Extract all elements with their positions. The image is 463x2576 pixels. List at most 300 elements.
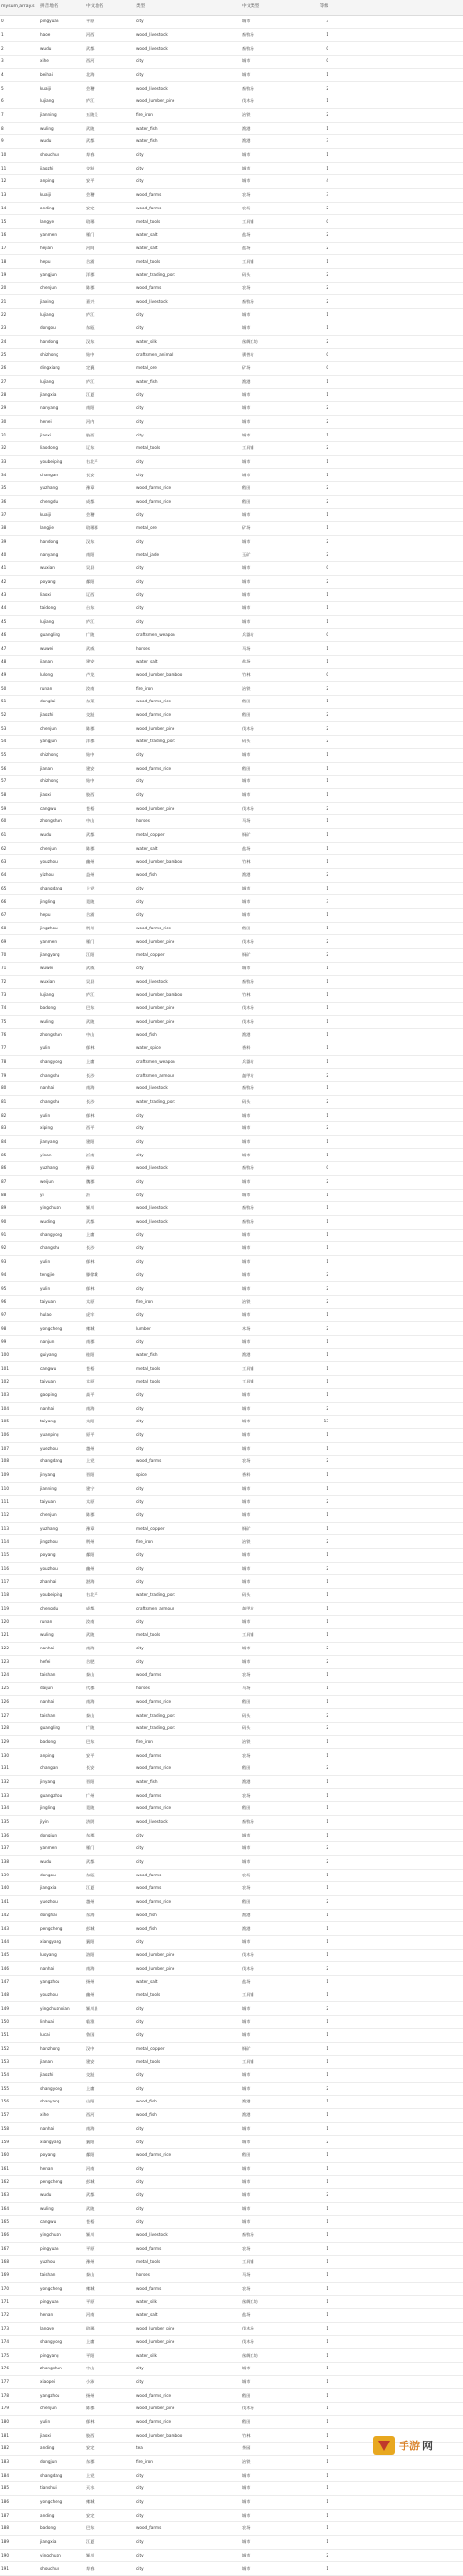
cell-col-chinese-type: 城市 bbox=[242, 472, 251, 477]
table-row bbox=[0, 1749, 463, 1762]
cell-col-type: city bbox=[136, 458, 144, 464]
cell-col-pinyin: pengcheng bbox=[40, 2178, 63, 2184]
cell-col-chinese-type: 畜牧场 bbox=[242, 1085, 254, 1091]
cell-col-level: 4 bbox=[326, 178, 328, 184]
cell-col-index: 97 bbox=[1, 1311, 7, 1317]
cell-col-level: 1 bbox=[326, 1192, 328, 1197]
cell-col-chinese-type: 城市 bbox=[242, 178, 251, 184]
cell-col-type: fire_iron bbox=[136, 1738, 153, 1744]
cell-col-pinyin: shangyong bbox=[40, 1231, 63, 1237]
cell-col-chinese-type: 城市 bbox=[242, 1392, 251, 1398]
cell-col-level: 1 bbox=[326, 1525, 328, 1531]
cell-col-type: city bbox=[136, 1138, 144, 1144]
cell-col-chinese-name: 东瓯 bbox=[86, 1872, 95, 1877]
cell-col-index: 80 bbox=[1, 1085, 7, 1091]
cell-col-chinese-type: 竹林 bbox=[242, 671, 251, 677]
cell-col-chinese-type: 城市 bbox=[242, 1112, 251, 1118]
cell-col-type: wood_farms bbox=[136, 2286, 162, 2292]
cell-col-pinyin: wuling bbox=[40, 125, 54, 131]
cell-col-type: fire_iron bbox=[136, 685, 153, 691]
cell-col-level: 1 bbox=[326, 2338, 328, 2344]
table-row bbox=[0, 749, 463, 763]
table-row bbox=[0, 1336, 463, 1349]
cell-col-chinese-name: 彭城 bbox=[86, 1925, 95, 1931]
cell-col-level: 1 bbox=[326, 1819, 328, 1825]
header-col-pinyin: 拼音地名 bbox=[40, 4, 58, 10]
cell-col-level: 1 bbox=[326, 2512, 328, 2518]
cell-col-index: 43 bbox=[1, 591, 7, 597]
table-row bbox=[0, 95, 463, 109]
cell-col-index: 179 bbox=[1, 2406, 9, 2411]
table-row bbox=[0, 2056, 463, 2069]
cell-col-pinyin: dingxiang bbox=[40, 365, 60, 371]
cell-col-chinese-name: 胶西 bbox=[86, 2432, 95, 2438]
table-row bbox=[0, 1723, 463, 1736]
cell-col-type: city bbox=[136, 1125, 144, 1131]
cell-col-chinese-name: 东海 bbox=[86, 1912, 95, 1917]
cell-col-level: 2 bbox=[326, 1325, 328, 1331]
cell-col-level: 1 bbox=[326, 2045, 328, 2051]
cell-col-chinese-name: 泰山 bbox=[86, 1672, 95, 1678]
cell-col-level: 1 bbox=[326, 31, 328, 37]
cell-col-type: city bbox=[136, 619, 144, 625]
cell-col-index: 45 bbox=[1, 619, 7, 625]
cell-col-level: 2 bbox=[326, 1538, 328, 1544]
cell-col-level: 2 bbox=[326, 551, 328, 557]
cell-col-index: 12 bbox=[1, 178, 7, 184]
cell-col-pinyin: nanhai bbox=[40, 1698, 55, 1704]
cell-col-type: city bbox=[136, 2565, 144, 2571]
cell-col-chinese-name: 小沛 bbox=[86, 2378, 95, 2384]
table-row bbox=[0, 1456, 463, 1469]
cell-col-chinese-name: 湛海 bbox=[86, 1578, 95, 1584]
cell-col-index: 187 bbox=[1, 2512, 9, 2518]
cell-col-index: 190 bbox=[1, 2552, 9, 2557]
cell-col-index: 73 bbox=[1, 992, 7, 998]
cell-col-chinese-type: 工具铺 bbox=[242, 1991, 254, 1997]
cell-col-level: 1 bbox=[326, 378, 328, 384]
cell-col-index: 55 bbox=[1, 752, 7, 758]
cell-col-pinyin: jiaozhi bbox=[40, 2072, 54, 2078]
cell-col-chinese-name: 建安 bbox=[86, 659, 95, 664]
table-row bbox=[0, 1056, 463, 1070]
cell-col-pinyin: yangjun bbox=[40, 272, 57, 278]
cell-col-pinyin: yulin bbox=[40, 1285, 51, 1291]
cell-col-chinese-name: 上党 bbox=[86, 2472, 95, 2478]
cell-col-level: 1 bbox=[326, 165, 328, 170]
cell-col-chinese-name: 安平 bbox=[86, 178, 95, 184]
cell-col-chinese-type: 稻田 bbox=[242, 2418, 251, 2424]
cell-col-index: 185 bbox=[1, 2485, 9, 2491]
cell-col-chinese-name: 胶西 bbox=[86, 792, 95, 798]
cell-col-chinese-name: 南阳 bbox=[86, 551, 95, 557]
cell-col-index: 163 bbox=[1, 2192, 9, 2198]
cell-col-pinyin: wuling bbox=[40, 1018, 54, 1024]
cell-col-type: city bbox=[136, 898, 144, 904]
cell-col-chinese-name: 沂南 bbox=[86, 1152, 95, 1157]
cell-col-level: 1 bbox=[326, 2019, 328, 2025]
cell-col-chinese-type: 城市 bbox=[242, 2032, 251, 2038]
cell-col-type: metal_copper bbox=[136, 2045, 165, 2051]
table-row bbox=[0, 429, 463, 442]
cell-col-type: wood_livestock bbox=[136, 1205, 168, 1211]
table-row bbox=[0, 1162, 463, 1176]
header-col-type: 类型 bbox=[136, 4, 146, 10]
cell-col-pinyin: shangdang bbox=[40, 2472, 63, 2478]
cell-col-type: wood_farms_rice bbox=[136, 485, 172, 491]
cell-col-level: 1 bbox=[326, 619, 328, 625]
cell-col-type: wood_farms bbox=[136, 2525, 162, 2531]
cell-col-pinyin: shanyang bbox=[40, 2099, 60, 2104]
cell-col-pinyin: guangzhou bbox=[40, 1792, 63, 1798]
cell-col-pinyin: taiyuan bbox=[40, 1299, 56, 1305]
table-row bbox=[0, 1976, 463, 1989]
cell-col-type: city bbox=[136, 1392, 144, 1398]
cell-col-chinese-type: 城市 bbox=[242, 1311, 251, 1317]
cell-col-index: 23 bbox=[1, 325, 7, 331]
cell-col-pinyin: nanhai bbox=[40, 1405, 55, 1411]
cell-col-pinyin: youzhou bbox=[40, 858, 58, 864]
cell-col-level: 1 bbox=[326, 1365, 328, 1371]
cell-col-level: 1 bbox=[326, 1245, 328, 1251]
cell-col-chinese-type: 铜矿 bbox=[242, 952, 251, 958]
cell-col-index: 62 bbox=[1, 845, 7, 851]
cell-col-index: 91 bbox=[1, 1231, 7, 1237]
cell-col-index: 137 bbox=[1, 1845, 9, 1851]
table-row bbox=[0, 1882, 463, 1896]
table-row bbox=[0, 2136, 463, 2149]
cell-col-chinese-type: 城市 bbox=[242, 565, 251, 571]
cell-col-pinyin: jianyang bbox=[40, 1138, 58, 1144]
cell-col-index: 14 bbox=[1, 205, 7, 210]
table-row bbox=[0, 1696, 463, 1710]
cell-col-level: 1 bbox=[326, 832, 328, 838]
table-row bbox=[0, 522, 463, 536]
cell-col-type: wood_farms_rice bbox=[136, 699, 172, 704]
cell-col-level: 2 bbox=[326, 1072, 328, 1078]
cell-col-index: 126 bbox=[1, 1698, 9, 1704]
cell-col-type: city bbox=[136, 152, 144, 158]
table-row bbox=[0, 1403, 463, 1417]
cell-col-level: 2 bbox=[326, 711, 328, 717]
cell-col-level: 1 bbox=[326, 2499, 328, 2505]
cell-col-chinese-type: 城市 bbox=[242, 912, 251, 918]
cell-col-chinese-type: 稻田 bbox=[242, 925, 251, 930]
cell-col-type: city bbox=[136, 392, 144, 398]
cell-col-pinyin: taiyuan bbox=[40, 1498, 56, 1504]
table-row bbox=[0, 2083, 463, 2097]
cell-col-index: 146 bbox=[1, 1965, 9, 1971]
cell-col-level: 0 bbox=[326, 58, 328, 64]
cell-col-chinese-name: 胶西 bbox=[86, 432, 95, 437]
cell-col-type: wood_lumber_pine bbox=[136, 1965, 175, 1971]
cell-col-chinese-type: 城市 bbox=[242, 792, 251, 798]
cell-col-index: 123 bbox=[1, 1658, 9, 1664]
cell-col-pinyin: shizhong bbox=[40, 752, 58, 758]
table-row bbox=[0, 696, 463, 709]
cell-col-level: 2 bbox=[326, 952, 328, 958]
cell-col-level: 1 bbox=[326, 1672, 328, 1678]
cell-col-type: city bbox=[136, 312, 144, 318]
cell-col-chinese-type: 城市 bbox=[242, 1432, 251, 1438]
cell-col-pinyin: badong bbox=[40, 1005, 56, 1011]
cell-col-chinese-type: 畜牧场 bbox=[242, 978, 254, 984]
cell-col-chinese-name: 琅琊郡 bbox=[86, 525, 98, 531]
cell-col-chinese-name: 荆州 bbox=[86, 925, 95, 930]
cell-col-type: city bbox=[136, 2378, 144, 2384]
cell-col-level: 2 bbox=[326, 298, 328, 304]
cell-col-pinyin: runan bbox=[40, 1618, 53, 1624]
cell-col-index: 85 bbox=[1, 1152, 7, 1157]
table-row bbox=[0, 682, 463, 696]
cell-col-type: city bbox=[136, 1578, 144, 1584]
table-row bbox=[0, 1136, 463, 1150]
cell-col-index: 86 bbox=[1, 1165, 7, 1171]
cell-col-level: 0 bbox=[326, 218, 328, 224]
cell-col-pinyin: jiangxia bbox=[40, 392, 57, 398]
cell-col-index: 9 bbox=[1, 138, 4, 144]
cell-col-type: city bbox=[136, 165, 144, 170]
cell-col-chinese-name: 豫章 bbox=[86, 1165, 95, 1171]
cell-col-type: city bbox=[136, 778, 144, 784]
cell-col-index: 34 bbox=[1, 472, 7, 477]
cell-col-chinese-name: 幽州 bbox=[86, 1991, 95, 1997]
cell-col-chinese-name: 武都 bbox=[86, 45, 95, 51]
table-row bbox=[0, 989, 463, 1003]
cell-col-type: wood_farms_rice bbox=[136, 765, 172, 771]
cell-col-pinyin: yulin bbox=[40, 1259, 51, 1265]
cell-col-type: wood_farms_rice bbox=[136, 2152, 172, 2158]
cell-col-chinese-type: 伐木场 bbox=[242, 725, 254, 731]
cell-col-level: 1 bbox=[326, 1686, 328, 1691]
cell-col-pinyin: jiaoxi bbox=[40, 2432, 51, 2438]
cell-col-index: 110 bbox=[1, 1485, 9, 1491]
cell-col-chinese-type: 工具铺 bbox=[242, 1632, 254, 1638]
cell-col-type: wood_fish bbox=[136, 1925, 157, 1931]
cell-col-chinese-name: 上庸 bbox=[86, 2085, 95, 2091]
cell-col-index: 174 bbox=[1, 2338, 9, 2344]
table-row bbox=[0, 1309, 463, 1323]
cell-col-pinyin: taiyang bbox=[40, 1419, 56, 1424]
cell-col-index: 70 bbox=[1, 952, 7, 958]
cell-col-pinyin: langye bbox=[40, 2326, 55, 2331]
cell-col-index: 161 bbox=[1, 2165, 9, 2171]
table-row bbox=[0, 295, 463, 309]
cell-col-pinyin: handong bbox=[40, 338, 58, 344]
cell-col-level: 1 bbox=[326, 2218, 328, 2224]
cell-col-type: wood_farms_rice bbox=[136, 925, 172, 930]
table-row bbox=[0, 1575, 463, 1589]
cell-col-chinese-type: 城市 bbox=[242, 1245, 251, 1251]
table-row bbox=[0, 1202, 463, 1216]
cell-col-chinese-type: 铜矿 bbox=[242, 1525, 251, 1531]
cell-col-index: 8 bbox=[1, 125, 4, 131]
table-row bbox=[0, 883, 463, 896]
cell-col-pinyin: handong bbox=[40, 539, 58, 545]
cell-col-chinese-type: 丝绸工坊 bbox=[242, 2352, 258, 2358]
header-col-index: mysum_array.s bbox=[1, 4, 35, 10]
cell-col-index: 117 bbox=[1, 1578, 9, 1584]
table-row bbox=[0, 509, 463, 522]
table-row bbox=[0, 1830, 463, 1843]
cell-col-type: water_salt bbox=[136, 659, 158, 664]
cell-col-chinese-name: 西河 bbox=[86, 2112, 95, 2118]
cell-col-pinyin: jiaxing bbox=[40, 298, 54, 304]
cell-col-chinese-type: 城市 bbox=[242, 1259, 251, 1265]
cell-col-pinyin: yangzhou bbox=[40, 2392, 60, 2398]
cell-col-chinese-type: 码头 bbox=[242, 1098, 251, 1104]
cell-col-index: 69 bbox=[1, 938, 7, 944]
cell-col-chinese-name: 竟陵 bbox=[86, 898, 95, 904]
cell-col-index: 128 bbox=[1, 1725, 9, 1731]
cell-col-level: 2 bbox=[326, 1098, 328, 1104]
cell-col-chinese-type: 城市 bbox=[242, 2552, 251, 2557]
cell-col-chinese-type: 冶铁 bbox=[242, 685, 251, 691]
cell-col-chinese-name: 合浦 bbox=[86, 912, 95, 918]
cell-col-chinese-type: 农场 bbox=[242, 1672, 251, 1678]
cell-col-type: spice bbox=[136, 1472, 147, 1478]
cell-col-pinyin: dongou bbox=[40, 1872, 56, 1877]
table-row bbox=[0, 2256, 463, 2270]
cell-col-index: 115 bbox=[1, 1552, 9, 1558]
cell-col-pinyin: jianning bbox=[40, 112, 57, 118]
cell-col-chinese-type: 工具铺 bbox=[242, 2258, 254, 2264]
cell-col-index: 20 bbox=[1, 284, 7, 290]
cell-col-chinese-type: 城市 bbox=[242, 165, 251, 170]
cell-col-chinese-type: 城市 bbox=[242, 1419, 251, 1424]
cell-col-chinese-name: 右北平 bbox=[86, 1592, 98, 1598]
table-row bbox=[0, 243, 463, 256]
cell-col-pinyin: wudu bbox=[40, 832, 52, 838]
cell-col-type: city bbox=[136, 1445, 144, 1451]
cell-col-chinese-type: 渔港 bbox=[242, 1925, 251, 1931]
cell-col-pinyin: jiangxia bbox=[40, 2539, 57, 2545]
cell-col-chinese-type: 农场 bbox=[242, 1885, 251, 1891]
cell-col-chinese-name: 陈郡 bbox=[86, 725, 95, 731]
cell-col-chinese-type: 稻田 bbox=[242, 699, 251, 704]
table-row bbox=[0, 2336, 463, 2350]
cell-col-level: 1 bbox=[326, 2312, 328, 2318]
cell-col-type: city bbox=[136, 1259, 144, 1265]
cell-col-pinyin: pingyang bbox=[40, 2352, 59, 2358]
cell-col-index: 77 bbox=[1, 1045, 7, 1051]
table-row bbox=[0, 963, 463, 976]
cell-col-chinese-type: 城市 bbox=[242, 1445, 251, 1451]
cell-col-index: 129 bbox=[1, 1738, 9, 1744]
cell-col-level: 0 bbox=[326, 1165, 328, 1171]
cell-col-level: 1 bbox=[326, 125, 328, 131]
cell-col-index: 21 bbox=[1, 298, 7, 304]
cell-col-chinese-name: 洛阳 bbox=[86, 1951, 95, 1957]
cell-col-level: 2 bbox=[326, 405, 328, 411]
table-row bbox=[0, 1509, 463, 1523]
cell-col-level: 2 bbox=[326, 232, 328, 238]
cell-col-chinese-name: 南海 bbox=[86, 1646, 95, 1651]
cell-col-pinyin: poyang bbox=[40, 579, 56, 585]
cell-col-level: 2 bbox=[326, 1271, 328, 1277]
cell-col-chinese-type: 盐场 bbox=[242, 845, 251, 851]
cell-col-pinyin: badong bbox=[40, 1738, 56, 1744]
cell-col-index: 141 bbox=[1, 1899, 9, 1905]
cell-col-chinese-name: 平原 bbox=[86, 19, 95, 24]
cell-col-chinese-name: 武陵 bbox=[86, 2205, 95, 2211]
cell-col-type: city bbox=[136, 2218, 144, 2224]
cell-col-index: 155 bbox=[1, 2085, 9, 2091]
cell-col-level: 1 bbox=[326, 1832, 328, 1837]
cell-col-level: 1 bbox=[326, 1392, 328, 1398]
cell-col-type: water_silk bbox=[136, 338, 157, 344]
cell-col-level: 1 bbox=[326, 818, 328, 824]
cell-col-index: 140 bbox=[1, 1885, 9, 1891]
cell-col-index: 19 bbox=[1, 272, 7, 278]
cell-col-type: city bbox=[136, 1339, 144, 1345]
cell-col-index: 188 bbox=[1, 2525, 9, 2531]
cell-col-index: 16 bbox=[1, 232, 7, 238]
cell-col-level: 1 bbox=[326, 1951, 328, 1957]
cell-col-level: 1 bbox=[326, 1698, 328, 1704]
cell-col-pinyin: taishan bbox=[40, 2272, 56, 2278]
table-row bbox=[0, 482, 463, 496]
table-row bbox=[0, 1122, 463, 1136]
cell-col-pinyin: youbeiping bbox=[40, 458, 63, 464]
table-row bbox=[0, 1709, 463, 1723]
table-row bbox=[0, 1535, 463, 1549]
cell-col-chinese-name: 山阳 bbox=[86, 2099, 95, 2104]
cell-col-chinese-name: 幽州 bbox=[86, 1565, 95, 1571]
cell-col-chinese-name: 寿春 bbox=[86, 2565, 95, 2571]
cell-col-chinese-name: 巴东 bbox=[86, 2525, 95, 2531]
cell-col-chinese-type: 城市 bbox=[242, 2019, 251, 2025]
cell-col-type: wood_farms bbox=[136, 1792, 162, 1798]
cell-col-chinese-name: 虎牢 bbox=[86, 1311, 95, 1317]
cell-col-pinyin: donglai bbox=[40, 699, 56, 704]
cell-col-index: 138 bbox=[1, 1859, 9, 1865]
cell-col-chinese-type: 畜牧场 bbox=[242, 31, 254, 37]
cell-col-pinyin: yingchuanxian bbox=[40, 2005, 70, 2011]
cell-col-pinyin: liaoxi bbox=[40, 591, 51, 597]
cell-col-type: metal_tools bbox=[136, 1379, 161, 1384]
cell-col-type: city bbox=[136, 58, 144, 64]
cell-col-level: 2 bbox=[326, 2552, 328, 2557]
cell-col-index: 121 bbox=[1, 1632, 9, 1638]
table-row bbox=[0, 456, 463, 470]
cell-col-index: 108 bbox=[1, 1458, 9, 1464]
table-row bbox=[0, 829, 463, 843]
cell-col-index: 162 bbox=[1, 2178, 9, 2184]
cell-col-level: 1 bbox=[326, 1351, 328, 1357]
cell-col-chinese-type: 城市 bbox=[242, 2139, 251, 2144]
cell-col-chinese-type: 城市 bbox=[242, 1405, 251, 1411]
cell-col-pinyin: donghai bbox=[40, 1912, 57, 1917]
cell-col-pinyin: anding bbox=[40, 2445, 55, 2451]
cell-col-type: metal_tools bbox=[136, 1632, 161, 1638]
cell-col-type: wood_fish bbox=[136, 2099, 157, 2104]
table-row bbox=[0, 1376, 463, 1389]
cell-col-type: wood_fish bbox=[136, 2112, 157, 2118]
cell-col-chinese-type: 伐木场 bbox=[242, 1965, 254, 1971]
cell-col-chinese-name: 平原 bbox=[86, 2298, 95, 2304]
cell-col-index: 177 bbox=[1, 2378, 9, 2384]
cell-col-pinyin: taishan bbox=[40, 1672, 56, 1678]
table-row bbox=[0, 669, 463, 683]
cell-col-chinese-type: 城市 bbox=[242, 898, 251, 904]
cell-col-chinese-type: 竹林 bbox=[242, 992, 251, 998]
table-row bbox=[0, 1322, 463, 1336]
cell-col-chinese-type: 畜牧场 bbox=[242, 1165, 254, 1171]
cell-col-type: wood_farms_rice bbox=[136, 1698, 172, 1704]
cell-col-level: 1 bbox=[326, 2232, 328, 2238]
cell-col-pinyin: chenjun bbox=[40, 725, 57, 731]
